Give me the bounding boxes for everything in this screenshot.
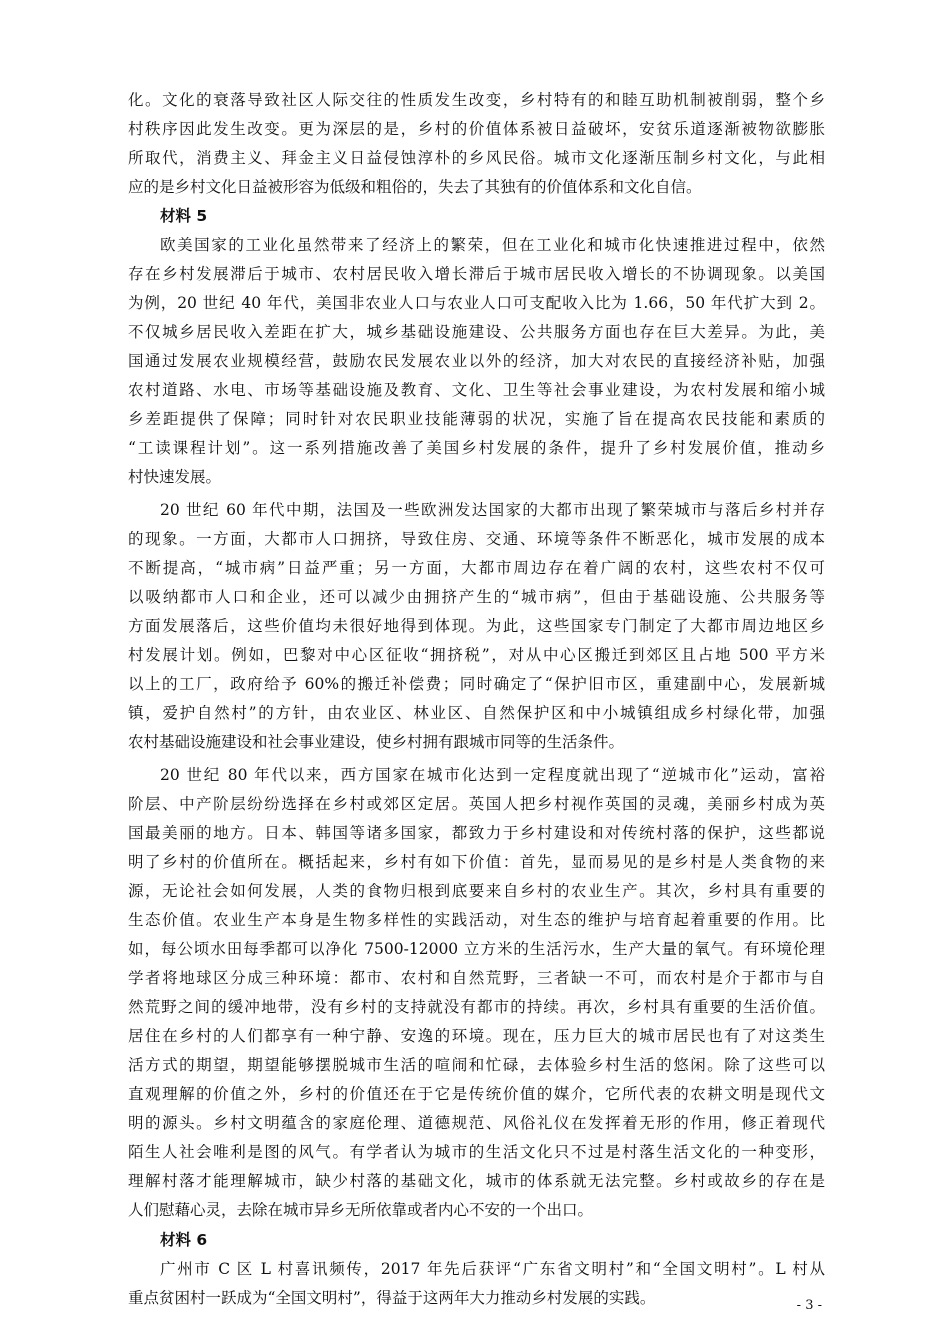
text-line: 的现象。一方面，大都市人口拥挤，导致住房、交通、环境等条件不断恶化，城市发展的成本 [128,530,825,548]
text-line: 阶层、中产阶层纷纷选择在乡村或郊区定居。英国人把乡村视作英国的灵魂，美丽乡村成为英 [128,795,825,813]
text-line: 然荒野之间的缓冲地带，没有乡村的支持就没有都市的持续。再次，乡村具有重要的生活价值。 [128,998,825,1016]
text-line: 源，无论社会如何发展，人类的食物归根到底要来自乡村的农业生产。其次，乡村具有重要的 [128,882,825,900]
text-line: 不断提高，“城市病”日益严重；另一方面，大都市周边存在着广阔的农村，这些农村不仅可 [128,559,825,577]
text-line: 农村基础设施建设和社会事业建设，使乡村拥有跟城市同等的生活条件。 [128,733,625,751]
text-line: 为例，20 世纪 40 年代，美国非农业人口与农业人口可支配收入比为 1.66，50 年代扩大到 2。 [128,294,825,312]
text-line: 重点贫困村一跃成为“全国文明村”，得益于这两年大力推动乡村发展的实践。 [128,1289,656,1307]
text-line: 生态价值。农业生产本身是生物多样性的实践活动，对生态的维护与培育起着重要的作用。比 [128,911,825,929]
text-line: 存在乡村发展滞后于城市、农村居民收入增长滞后于城市居民收入增长的不协调现象。以美国 [128,265,825,283]
text-line: 学者将地球区分成三种环境：都市、农村和自然荒野，三者缺一不可，而农村是介于都市与自 [128,969,825,987]
text-line: 居住在乡村的人们都享有一种宁静、安逸的环境。现在，压力巨大的城市居民也有了对这类生 [128,1027,825,1045]
text-line: 人们慰藉心灵，去除在城市异乡无所依靠或者内心不安的一个出口。 [128,1201,594,1219]
text-line: 国最美丽的地方。日本、韩国等诸多国家，都致力于乡村建设和对传统村落的保护，这些都说 [128,824,825,842]
text-line: 应的是乡村文化日益被形容为低级和粗俗的，失去了其独有的价值体系和文化自信。 [128,178,702,196]
text-line: 如，每公顷水田每季都可以净化 7500-12000 立方米的生活污水，生产大量的氧气。有环境伦理 [128,940,825,958]
text-line: 以上的工厂，政府给予 60%的搬迁补偿费；同时确定了“保护旧市区，重建副中心，发展新城 [128,675,825,693]
text-line: 方面发展落后，这些价值均未很好地得到体现。为此，这些国家专门制定了大都市周边地区乡 [128,617,825,635]
text-line: 20 世纪 60 年代中期，法国及一些欧洲发达国家的大都市出现了繁荣城市与落后乡村并存 [160,501,825,519]
text-line: 活方式的期望，期望能够摆脱城市生活的喧闹和忙碌，去体验乡村生活的悠闲。除了这些可以 [128,1056,825,1074]
text-line: 广州市 C 区 L 村喜讯频传，2017 年先后获评“广东省文明村”和“全国文明村”。L 村从 [160,1260,825,1278]
text-line: “工读课程计划”。这一系列措施改善了美国乡村发展的条件，提升了乡村发展价值，推动乡 [128,439,825,457]
page-number: - 3 - [796,1298,822,1313]
text-line: 明了乡村的价值所在。概括起来，乡村有如下价值：首先，显而易见的是乡村是人类食物的来 [128,853,825,871]
text-line: 明的源头。乡村文明蕴含的家庭伦理、道德规范、风俗礼仪在发挥着无形的作用，修正着现代 [128,1114,825,1132]
text-line: 化。文化的衰落导致社区人际交往的性质发生改变，乡村特有的和睦互助机制被削弱，整个乡 [128,91,825,109]
text-line: 所取代，消费主义、拜金主义日益侵蚀淳朴的乡风民俗。城市文化逐渐压制乡村文化，与此相 [128,149,825,167]
text-line: 欧美国家的工业化虽然带来了经济上的繁荣，但在工业化和城市化快速推进过程中，依然 [160,236,825,254]
text-line: 村快速发展。 [128,468,222,486]
text-line: 镇，爱护自然村”的方针，由农业区、林业区、自然保护区和中小城镇组成乡村绿化带，加强 [128,704,825,722]
section-heading-material-5: 材料 5 [160,207,208,225]
text-line: 农村道路、水电、市场等基础设施及教育、文化、卫生等社会事业建设，为农村发展和缩小城 [128,381,825,399]
text-line: 不仅城乡居民收入差距在扩大，城乡基础设施建设、公共服务方面也存在巨大差异。为此，美 [128,323,825,341]
text-line: 理解村落才能理解城市，缺少村落的基础文化，城市的体系就无法完整。乡村或故乡的存在是 [128,1172,825,1190]
text-line: 20 世纪 80 年代以来，西方国家在城市化达到一定程度就出现了“逆城市化”运动，富裕 [160,766,825,784]
text-line: 乡差距提供了保障；同时针对农民职业技能薄弱的状况，实施了旨在提高农民技能和素质的 [128,410,825,428]
text-line: 陌生人社会唯利是图的风气。有学者认为城市的生活文化只不过是村落生活文化的一种变形， [128,1143,825,1161]
text-line: 村秩序因此发生改变。更为深层的是，乡村的价值体系被日益破坏，安贫乐道逐渐被物欲膨胀 [128,120,825,138]
text-line: 国通过发展农业规模经营，鼓励农民发展农业以外的经济，加大对农民的直接经济补贴，加强 [128,352,825,370]
text-line: 直观理解的价值之外，乡村的价值还在于它是传统价值的媒介，它所代表的农耕文明是现代文 [128,1085,825,1103]
text-line: 村发展计划。例如，巴黎对中心区征收“拥挤税”，对从中心区搬迁到郊区且占地 500 平方米 [128,646,825,664]
text-line: 以吸纳都市人口和企业，还可以减少由拥挤产生的“城市病”，但由于基础设施、公共服务等 [128,588,825,606]
section-heading-material-6: 材料 6 [160,1231,208,1249]
